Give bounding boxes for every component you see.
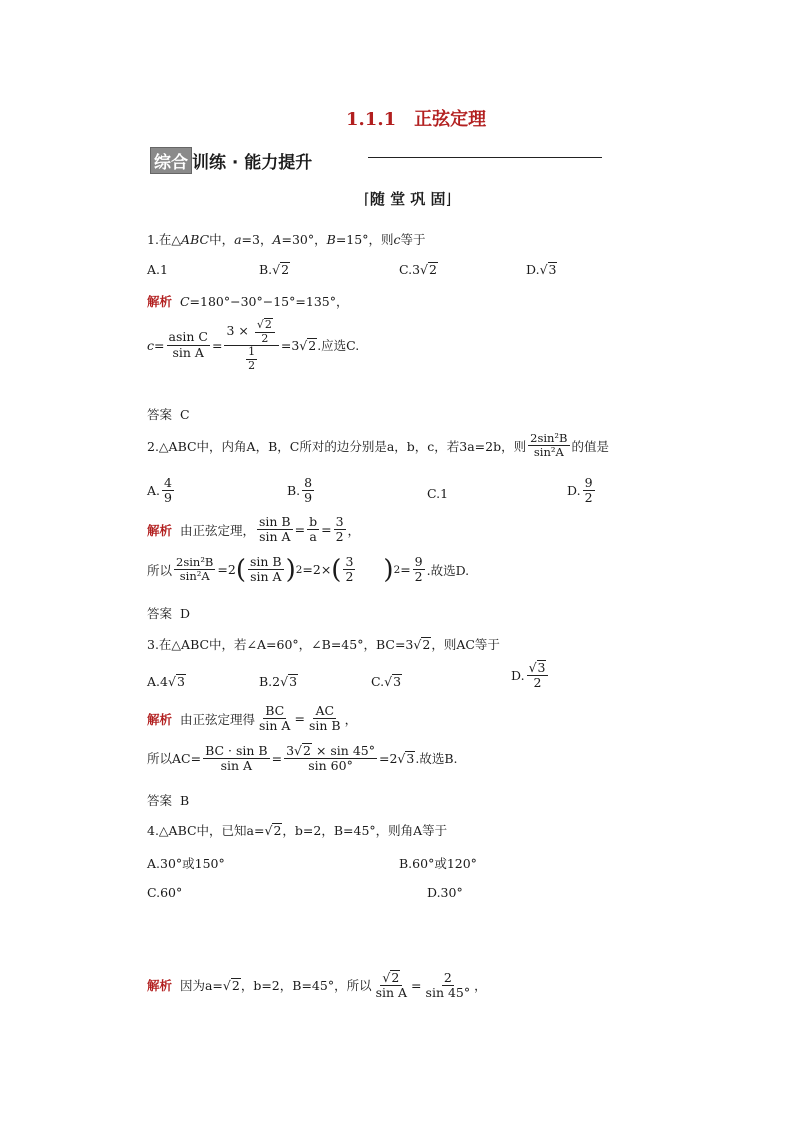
q1-answer: 答案 C	[147, 407, 190, 422]
q4-option-b: B.60°或120°	[399, 856, 477, 871]
q1-option-d: D.√3	[526, 262, 557, 277]
q1-option-c: C.3√2	[399, 262, 437, 277]
q3-answer: 答案 B	[147, 793, 190, 808]
q4-solution-line1: 解析 因为a= √ 2 ，b=2，B=45°，所以 $\frac{√2}{\text{sin A}}$ = $\frac{2}{\sin 45^\circ}$ ，	[147, 969, 487, 1001]
q3-solution-line2: 所以AC= $\frac{\text{BC · sin B}}{\text{sin A}}$ = $\frac{3√2 \times \sin 45^\circ}{\sin 60^\circ}$ =2 √ 3 .故选B.	[147, 742, 458, 774]
section-header	[150, 147, 368, 173]
q3-option-a: A.4√3	[147, 674, 185, 689]
section-tag: 综合	[150, 147, 192, 174]
q3-stem: 3.在△ABC中，若∠A=60°，∠B=45°，BC=3√2，则AC等于	[147, 637, 500, 652]
section-title: 训练 · 能力提升	[192, 153, 313, 173]
q1-solution-line1: 解析 C=180°−30°−15°=135°，	[147, 294, 349, 309]
q2-stem: 2.△ABC中，内角A，B，C所对的边分别是a，b，c，若3a=2b，则 $\frac{\text{2sin²B}}{\text{sin²A}}$ 的值是	[147, 431, 610, 460]
q1-solution-line2: c = $\frac{\text{asin C}}{\text{sin A}}$ = 3 × $\frac{√2}{2}$ $\frac{1}{2}$ =3 √ 2 .应选C.	[147, 318, 360, 372]
q4-stem: 4.△ABC中，已知a=√2，b=2，B=45°，则角A等于	[147, 823, 448, 838]
subsection-title: ⌈随 堂 巩 固⌋	[364, 190, 452, 208]
q3-option-d: D. $\frac{√3}{2}$	[511, 660, 550, 691]
q3-option-b: B.2√3	[259, 674, 298, 689]
q2-option-a: A. $\frac{4}{9}$	[147, 475, 172, 506]
q4-option-d: D.30°	[427, 885, 463, 900]
q1-stem: 1.在△ABC中，a=3，A=30°，B=15°，则c等于	[147, 232, 426, 247]
q3-solution-line1: 解析 由正弦定理得 $\frac{BC}{\text{sin A}}$ = $\frac{AC}{\text{sin B}}$ ，	[147, 703, 358, 734]
section-rule	[368, 157, 602, 158]
q2-solution-line1: 解析 由正弦定理， $\frac{\text{sin B}}{\text{sin A}}$ = $\frac{b}{a}$ = $\frac{3}{2}$ ，	[147, 514, 361, 545]
q2-option-b: B. $\frac{8}{9}$	[287, 475, 313, 506]
q3-option-c: C.√3	[371, 674, 402, 689]
q2-option-d: D. $\frac{9}{2}$	[567, 475, 593, 506]
q1-option-b: B.√2	[259, 262, 290, 277]
q4-option-a: A.30°或150°	[147, 856, 225, 871]
q2-solution-line2: 所以 $\frac{\text{2sin²B}}{\text{sin²A}}$ =2 ( $\frac{\text{sin B}}{\text{sin A}}$ ) 2 =2× ( $\frac{3}{2}$ ) 2 = $\frac{9}{2}$ .故选D.	[147, 554, 470, 585]
q2-option-c: C.1	[427, 486, 449, 501]
q2-answer: 答案 D	[147, 606, 190, 621]
q4-option-c: C.60°	[147, 885, 183, 900]
page-title: 1.1.1 正弦定理	[346, 109, 487, 130]
q1-option-a: A.1	[147, 262, 168, 277]
